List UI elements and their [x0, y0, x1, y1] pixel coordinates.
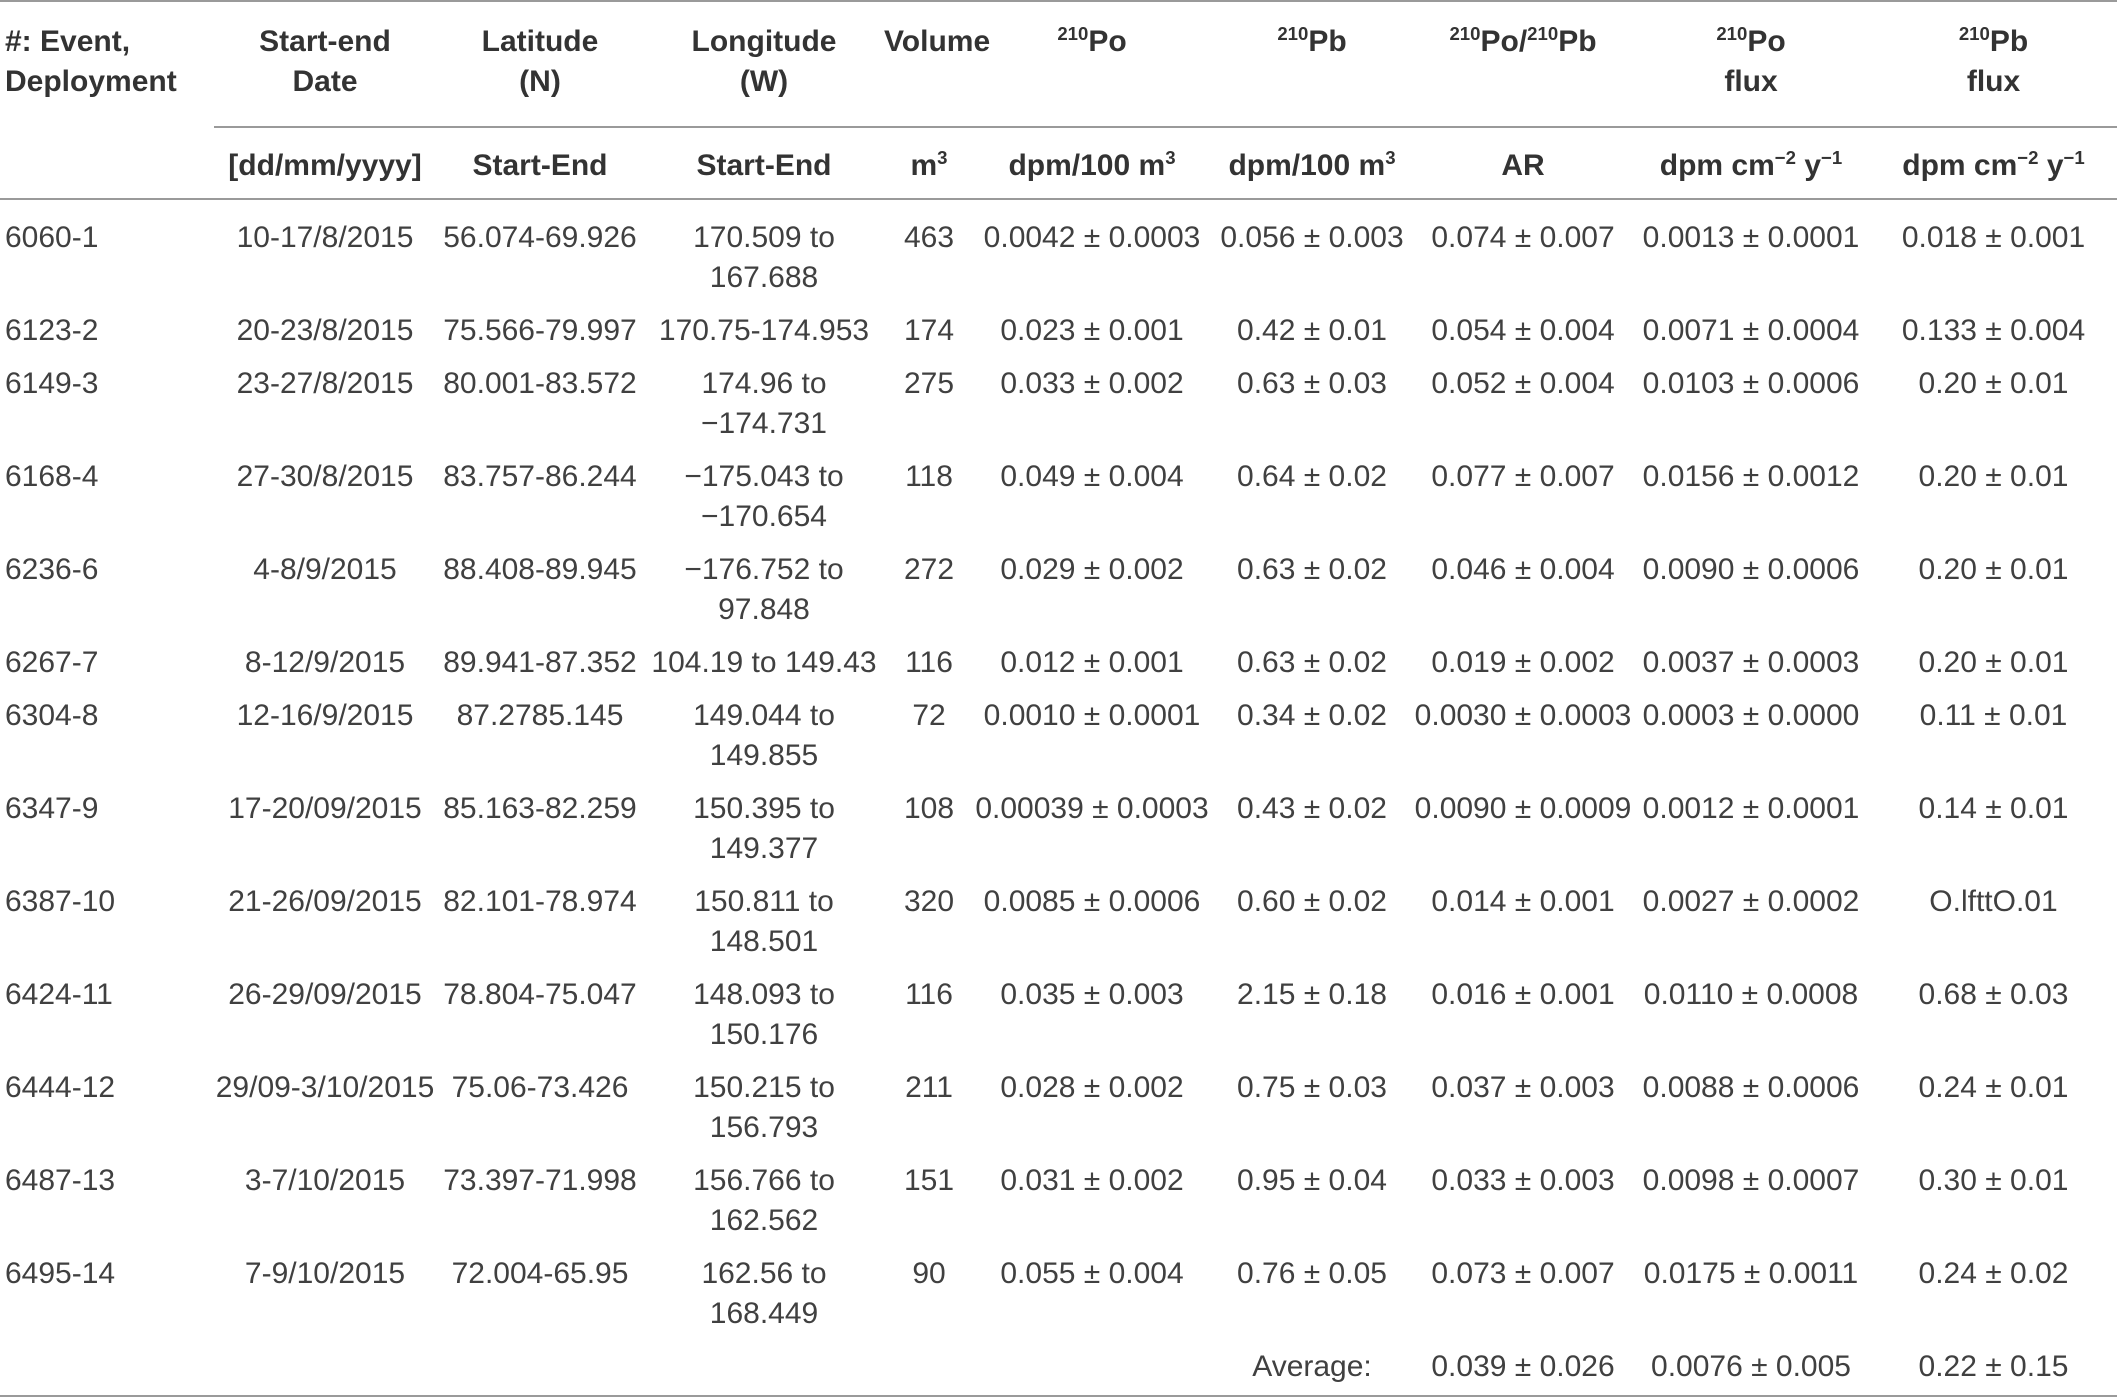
longitude-line: 167.688: [709, 261, 819, 294]
cell-event: 6060-1: [5, 221, 99, 254]
cell-pb-flux: 0.14 ± 0.01: [1918, 792, 2069, 825]
cell-date: 29/09-3/10/2015: [215, 1071, 435, 1104]
cell-pb-flux: 0.24 ± 0.01: [1918, 1071, 2069, 1104]
cell-longitude: [644, 1248, 884, 1341]
cell-date: 20-23/8/2015: [236, 314, 414, 347]
average-empty: [884, 1341, 974, 1396]
table-row: [0, 1062, 2117, 1155]
header-row: [0, 1, 2117, 127]
cell-longitude: [644, 876, 884, 969]
cell-pb210: 0.63 ± 0.03: [1237, 367, 1387, 400]
cell-event: 6304-8: [5, 699, 99, 732]
units-date: [dd/mm/yyyy]: [214, 127, 436, 199]
table-row: [0, 783, 2117, 876]
units-pb-flux: dpm $cm^{-2}$ $y^{-1}$: [1870, 127, 2117, 199]
units-longitude: Start-End: [644, 127, 884, 199]
cell-longitude: [644, 199, 884, 305]
longitude-line: 150.176: [709, 1018, 819, 1051]
average-pb-flux: 0.22 ± 0.15: [1870, 1341, 2117, 1396]
average-empty: [436, 1341, 644, 1396]
cell-volume: 174: [903, 314, 955, 347]
cell-date: 26-29/09/2015: [228, 978, 422, 1011]
longitude-line: −174.731: [701, 407, 827, 440]
cell-pb210: 0.34 ± 0.02: [1237, 699, 1387, 732]
average-empty: [974, 1341, 1210, 1396]
cell-longitude: [644, 637, 884, 690]
cell-po210: 0.049 ± 0.004: [1000, 460, 1184, 493]
cell-pb210: 0.63 ± 0.02: [1237, 646, 1387, 679]
cell-pb210: 0.43 ± 0.02: [1237, 792, 1387, 825]
cell-po210: 0.055 ± 0.004: [1000, 1257, 1184, 1290]
cell-po210: 0.0042 ± 0.0003: [983, 221, 1201, 254]
longitude-line: 162.562: [709, 1204, 819, 1237]
cell-po-flux: 0.0098 ± 0.0007: [1642, 1164, 1860, 1197]
longitude-line: −175.043 to: [684, 460, 844, 493]
cell-pb-flux: 0.11 ± 0.01: [1919, 699, 2068, 732]
cell-longitude: [644, 451, 884, 544]
cell-po210: 0.033 ± 0.002: [1000, 367, 1184, 400]
cell-po-flux: 0.0037 ± 0.0003: [1642, 646, 1860, 679]
cell-latitude: 72.004-65.95: [451, 1257, 629, 1290]
longitude-line: −176.752 to: [684, 553, 844, 586]
table-row: [0, 969, 2117, 1062]
table-row: [0, 1248, 2117, 1341]
cell-date: 10-17/8/2015: [236, 221, 414, 254]
cell-date: 21-26/09/2015: [228, 885, 422, 918]
cell-volume: 211: [905, 1071, 953, 1104]
cell-volume: 275: [903, 367, 955, 400]
header-ratio: $^{210}$Po/$^{210}$Pb: [1414, 1, 1632, 127]
cell-pb210: 0.64 ± 0.02: [1237, 460, 1387, 493]
cell-po-flux: 0.0103 ± 0.0006: [1642, 367, 1860, 400]
cell-date: 27-30/8/2015: [236, 460, 414, 493]
cell-ratio: 0.037 ± 0.003: [1431, 1071, 1615, 1104]
longitude-line: 156.793: [709, 1111, 819, 1144]
longitude-line: 156.766 to: [693, 1164, 835, 1197]
cell-latitude: 75.06-73.426: [451, 1071, 629, 1104]
cell-po-flux: 0.0012 ± 0.0001: [1642, 792, 1860, 825]
cell-pb-flux: 0.68 ± 0.03: [1918, 978, 2069, 1011]
cell-pb210: 0.76 ± 0.05: [1237, 1257, 1387, 1290]
cell-volume: 90: [912, 1257, 946, 1290]
table-row: [0, 690, 2117, 783]
cell-longitude: [644, 1155, 884, 1248]
average-label: Average:: [1210, 1341, 1414, 1396]
table-row: [0, 199, 2117, 305]
cell-latitude: 78.804-75.047: [443, 978, 637, 1011]
cell-volume: 272: [903, 553, 955, 586]
cell-pb210: 0.42 ± 0.01: [1237, 314, 1387, 347]
table-row: [0, 305, 2117, 358]
cell-pb-flux: 0.24 ± 0.02: [1918, 1257, 2069, 1290]
longitude-line: 149.044 to: [693, 699, 835, 732]
longitude-line: 148.501: [709, 925, 819, 958]
cell-volume: 151: [903, 1164, 955, 1197]
cell-ratio: 0.077 ± 0.007: [1431, 460, 1615, 493]
header-latitude: Latitude (N): [436, 1, 644, 127]
header-volume: Volume: [884, 1, 974, 127]
cell-po210: 0.031 ± 0.002: [1000, 1164, 1184, 1197]
cell-event: 6149-3: [5, 367, 99, 400]
cell-date: 4-8/9/2015: [253, 553, 397, 586]
cell-event: 6424-11: [5, 978, 113, 1011]
cell-latitude: 89.941-87.352: [443, 646, 637, 679]
cell-event: 6444-12: [5, 1071, 116, 1104]
table-row: [0, 1155, 2117, 1248]
cell-pb-flux: O.lfttO.01: [1929, 885, 2058, 918]
cell-pb-flux: 0.20 ± 0.01: [1918, 646, 2069, 679]
cell-date: 23-27/8/2015: [236, 367, 414, 400]
longitude-line: −170.654: [701, 500, 827, 533]
cell-ratio: 0.052 ± 0.004: [1431, 367, 1615, 400]
longitude-line: 150.811 to: [694, 885, 834, 918]
cell-volume: 463: [903, 221, 955, 254]
header-event: #: Event, Deployment: [0, 1, 214, 127]
cell-po210: 0.028 ± 0.002: [1000, 1071, 1184, 1104]
table-row: [0, 451, 2117, 544]
cell-pb-flux: 0.20 ± 0.01: [1918, 367, 2069, 400]
longitude-line: 149.855: [709, 739, 819, 772]
cell-ratio: 0.019 ± 0.002: [1431, 646, 1615, 679]
cell-longitude: [644, 1062, 884, 1155]
cell-longitude: [644, 358, 884, 451]
cell-latitude: 75.566-79.997: [443, 314, 637, 347]
header-po-flux: $^{210}$Po flux: [1632, 1, 1870, 127]
cell-po210: 0.00039 ± 0.0003: [975, 792, 1209, 825]
cell-po-flux: 0.0090 ± 0.0006: [1642, 553, 1860, 586]
units-po-flux: dpm $cm^{-2}$ $y^{-1}$: [1632, 127, 1870, 199]
cell-po210: 0.0010 ± 0.0001: [983, 699, 1201, 732]
cell-latitude: 56.074-69.926: [443, 221, 637, 254]
cell-pb210: 0.95 ± 0.04: [1237, 1164, 1387, 1197]
table-row: [0, 637, 2117, 690]
cell-latitude: 85.163-82.259: [443, 792, 637, 825]
cell-event: 6487-13: [5, 1164, 116, 1197]
cell-date: 3-7/10/2015: [244, 1164, 406, 1197]
units-po210: dpm/100 $m^3$: [974, 127, 1210, 199]
longitude-line: 162.56 to 168.449: [701, 1257, 827, 1330]
average-empty: [0, 1341, 214, 1396]
cell-ratio: 0.0030 ± 0.0003: [1414, 699, 1632, 732]
average-empty: [644, 1341, 884, 1396]
header-pb210: $^{210}$Pb: [1210, 1, 1414, 127]
cell-event: 6347-9: [5, 792, 99, 825]
cell-po210: 0.023 ± 0.001: [1000, 314, 1184, 347]
cell-volume: 320: [903, 885, 955, 918]
cell-date: 12-16/9/2015: [236, 699, 414, 732]
cell-latitude: 80.001-83.572: [443, 367, 637, 400]
units-event: [0, 127, 214, 199]
cell-po210: 0.029 ± 0.002: [1000, 553, 1184, 586]
table-body: [0, 199, 2117, 1396]
cell-po210: 0.012 ± 0.001: [1000, 646, 1184, 679]
cell-ratio: 0.054 ± 0.004: [1431, 314, 1615, 347]
table-row: [0, 358, 2117, 451]
cell-date: 8-12/9/2015: [244, 646, 406, 679]
cell-volume: 118: [905, 460, 953, 493]
cell-longitude: [644, 969, 884, 1062]
cell-pb-flux: 0.018 ± 0.001: [1901, 221, 2086, 254]
cell-po-flux: 0.0110 ± 0.0008: [1643, 978, 1859, 1011]
units-volume: $m^3$: [884, 127, 974, 199]
cell-ratio: 0.074 ± 0.007: [1431, 221, 1615, 254]
cell-volume: 116: [905, 978, 953, 1011]
cell-ratio: 0.033 ± 0.003: [1431, 1164, 1615, 1197]
table-row: [0, 876, 2117, 969]
longitude-line: 150.395 to: [693, 792, 835, 825]
cell-pb-flux: 0.20 ± 0.01: [1918, 553, 2069, 586]
cell-latitude: 88.408-89.945: [443, 553, 637, 586]
cell-longitude: [644, 305, 884, 358]
cell-volume: 108: [903, 792, 955, 825]
longitude-line: 97.848: [718, 593, 810, 626]
cell-pb-flux: 0.20 ± 0.01: [1918, 460, 2069, 493]
cell-date: 17-20/09/2015: [228, 792, 422, 825]
cell-latitude: 82.101-78.974: [443, 885, 637, 918]
cell-event: 6267-7: [5, 646, 99, 679]
cell-date: 7-9/10/2015: [244, 1257, 406, 1290]
units-latitude: Start-End: [436, 127, 644, 199]
cell-po210: 0.0085 ± 0.0006: [983, 885, 1201, 918]
cell-ratio: 0.0090 ± 0.0009: [1414, 792, 1632, 825]
cell-event: 6236-6: [5, 553, 99, 586]
longitude-line: 148.093 to: [693, 978, 835, 1011]
units-row: [0, 127, 2117, 199]
cell-longitude: [644, 690, 884, 783]
cell-po-flux: 0.0013 ± 0.0001: [1642, 221, 1860, 254]
average-row: [0, 1341, 2117, 1396]
longitude-line: 170.509 to: [693, 221, 835, 254]
longitude-line: 174.96 to: [701, 367, 827, 400]
cell-po-flux: 0.0156 ± 0.0012: [1642, 460, 1860, 493]
average-ratio: 0.039 ± 0.026: [1414, 1341, 1632, 1396]
cell-po-flux: 0.0003 ± 0.0000: [1642, 699, 1860, 732]
header-date: Start-end Date: [214, 1, 436, 127]
average-empty: [214, 1341, 436, 1396]
cell-po-flux: 0.0175 ± 0.0011: [1643, 1257, 1859, 1290]
cell-longitude: [644, 783, 884, 876]
header-longitude: Longitude (W): [644, 1, 884, 127]
cell-pb210: 0.63 ± 0.02: [1237, 553, 1387, 586]
cell-latitude: 83.757-86.244: [443, 460, 637, 493]
cell-pb210: 2.15 ± 0.18: [1237, 978, 1387, 1011]
cell-po-flux: 0.0027 ± 0.0002: [1642, 885, 1860, 918]
cell-event: 6495-14: [5, 1257, 116, 1290]
cell-ratio: 0.073 ± 0.007: [1431, 1257, 1615, 1290]
cell-volume: 72: [912, 699, 946, 732]
cell-ratio: 0.016 ± 0.001: [1431, 978, 1615, 1011]
cell-po-flux: 0.0088 ± 0.0006: [1642, 1071, 1860, 1104]
table-row: [0, 544, 2117, 637]
cell-pb210: 0.056 ± 0.003: [1220, 221, 1404, 254]
cell-latitude: 73.397-71.998: [443, 1164, 637, 1197]
cell-pb-flux: 0.133 ± 0.004: [1901, 314, 2086, 347]
longitude-line: 149.377: [709, 832, 819, 865]
cell-event: 6387-10: [5, 885, 116, 918]
units-ratio: AR: [1414, 127, 1632, 199]
units-pb210: dpm/100 $m^3$: [1210, 127, 1414, 199]
cell-po210: 0.035 ± 0.003: [1000, 978, 1184, 1011]
cell-ratio: 0.014 ± 0.001: [1431, 885, 1615, 918]
header-po210: $^{210}$Po: [974, 1, 1210, 127]
longitude-line: 104.19 to 149.43: [651, 646, 877, 679]
cell-pb-flux: 0.30 ± 0.01: [1918, 1164, 2069, 1197]
cell-volume: 116: [905, 646, 953, 679]
cell-longitude: [644, 544, 884, 637]
header-pb-flux: $^{210}$Pb flux: [1870, 1, 2117, 127]
cell-po-flux: 0.0071 ± 0.0004: [1642, 314, 1860, 347]
cell-pb210: 0.75 ± 0.03: [1237, 1071, 1387, 1104]
cell-latitude: 87.2785.145: [456, 699, 624, 732]
cell-ratio: 0.046 ± 0.004: [1431, 553, 1615, 586]
average-po-flux: 0.0076 ± 0.005: [1632, 1341, 1870, 1396]
cell-pb210: 0.60 ± 0.02: [1237, 885, 1387, 918]
longitude-line: 170.75-174.953: [658, 314, 870, 347]
cell-event: 6168-4: [5, 460, 99, 493]
cell-event: 6123-2: [5, 314, 99, 347]
longitude-line: 150.215 to: [693, 1071, 835, 1104]
